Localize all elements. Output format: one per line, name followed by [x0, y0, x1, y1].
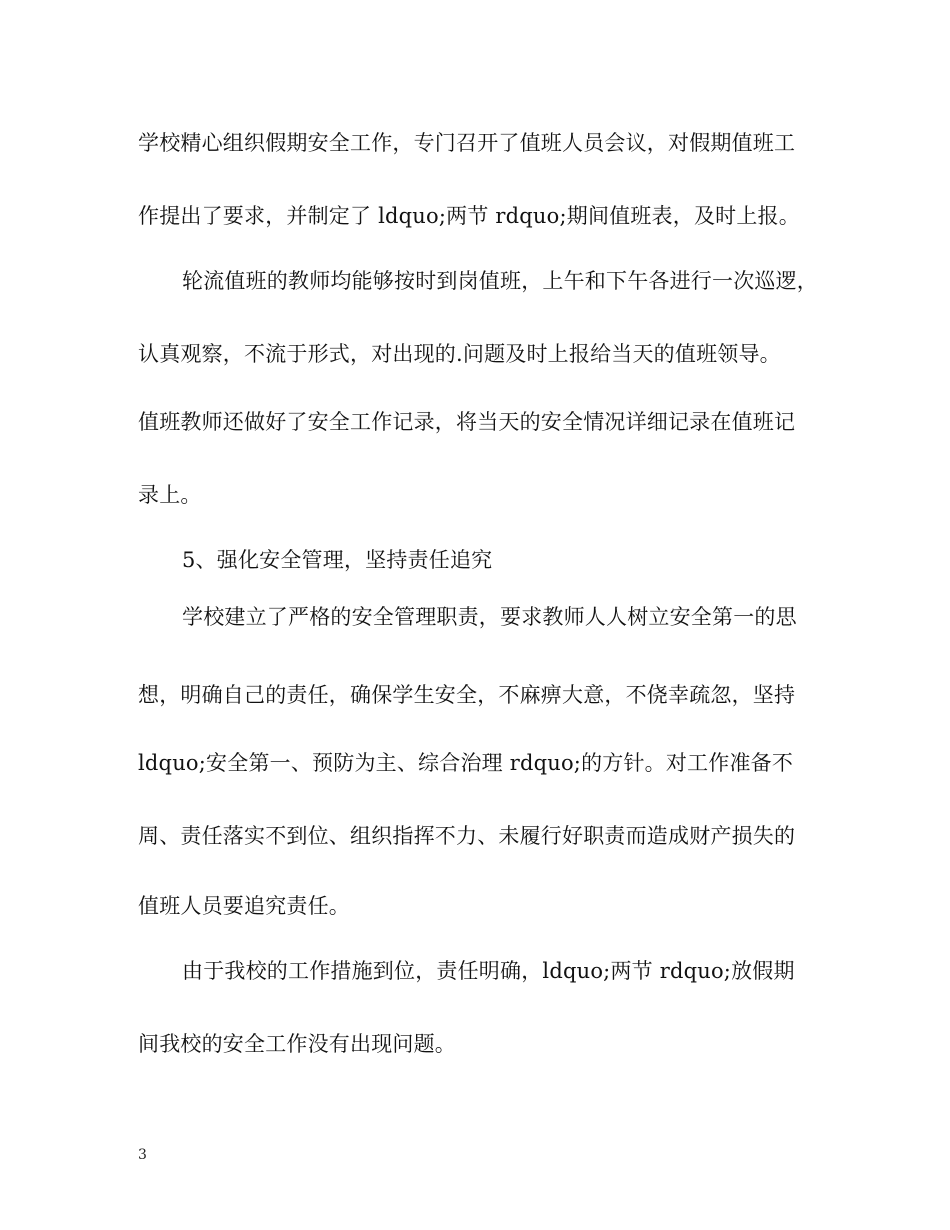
- text-line-6: 录上。: [138, 483, 202, 507]
- text-line-10: ldquo;安全第一、预防为主、综合治理 rdquo;的方针。对工作准备不: [138, 751, 794, 775]
- section-heading: 5、强化安全管理，坚持责任追究: [182, 548, 493, 572]
- text-line-9: 想，明确自己的责任，确保学生安全，不麻痹大意，不侥幸疏忽，坚持: [138, 683, 796, 707]
- text-line-1: 学校精心组织假期安全工作，专门召开了值班人员会议，对假期值班工: [138, 131, 796, 155]
- page-number: 3: [138, 1147, 147, 1163]
- text-line-5: 值班教师还做好了安全工作记录，将当天的安全情况详细记录在值班记: [138, 410, 796, 434]
- text-line-2: 作提出了要求，并制定了 ldquo;两节 rdquo;期间值班表，及时上报。: [138, 204, 800, 228]
- text-line-8: 学校建立了严格的安全管理职责，要求教师人人树立安全第一的思: [182, 605, 797, 629]
- text-line-11: 周、责任落实不到位、组织指挥不力、未履行好职责而造成财产损失的: [138, 824, 796, 848]
- text-line-12: 值班人员要追究责任。: [138, 894, 350, 918]
- text-line-14: 间我校的安全工作没有出现问题。: [138, 1032, 456, 1056]
- text-line-4: 认真观察，不流于形式，对出现的.问题及时上报给当天的值班领导。: [138, 342, 781, 366]
- text-line-3: 轮流值班的教师均能够按时到岗值班，上午和下午各进行一次巡逻，: [182, 269, 818, 293]
- text-line-13: 由于我校的工作措施到位，责任明确，ldquo;两节 rdquo;放假期: [182, 959, 795, 983]
